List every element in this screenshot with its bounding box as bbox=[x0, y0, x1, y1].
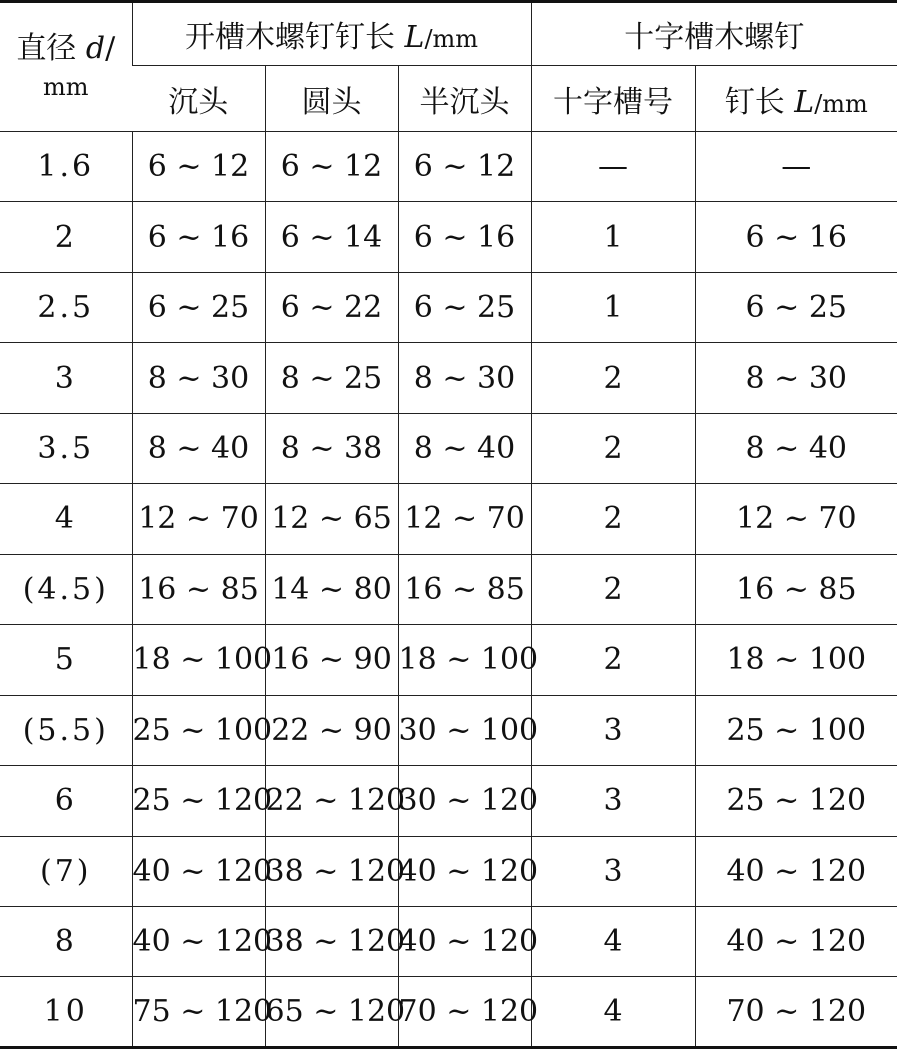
cell-cross-length: 8 ~ 30 bbox=[695, 343, 897, 413]
cell-cross-length: 25 ~ 100 bbox=[695, 695, 897, 765]
cell-cross-length: 18 ~ 100 bbox=[695, 625, 897, 695]
header-diameter-unit: mm bbox=[42, 73, 89, 101]
cell-semi-countersunk: 6 ~ 12 bbox=[398, 132, 531, 202]
header-slotted-group bbox=[132, 2, 531, 66]
header-slotted-label: 开槽木螺钉钉长 bbox=[184, 20, 395, 55]
cell-cross-slot-number: 3 bbox=[531, 836, 695, 906]
cell-diameter: 2.5 bbox=[0, 272, 132, 342]
cell-cross-length: 6 ~ 25 bbox=[695, 272, 897, 342]
cell-countersunk: 6 ~ 12 bbox=[132, 132, 265, 202]
cell-round: 8 ~ 38 bbox=[265, 413, 398, 483]
cell-round: 22 ~ 90 bbox=[265, 695, 398, 765]
cell-semi-countersunk: 70 ~ 120 bbox=[398, 977, 531, 1048]
cell-semi-countersunk: 8 ~ 40 bbox=[398, 413, 531, 483]
table-row bbox=[0, 625, 897, 695]
header-cross-group bbox=[531, 2, 897, 66]
cell-semi-countersunk: 8 ~ 30 bbox=[398, 343, 531, 413]
cell-diameter: 8 bbox=[0, 906, 132, 976]
cell-cross-length: 25 ~ 120 bbox=[695, 766, 897, 836]
header-diameter: 直径 d/ mm bbox=[0, 2, 132, 132]
cell-diameter: 1.6 bbox=[0, 132, 132, 202]
cell-round: 16 ~ 90 bbox=[265, 625, 398, 695]
cell-cross-length: 16 ~ 85 bbox=[695, 554, 897, 624]
cell-round: 22 ~ 120 bbox=[265, 766, 398, 836]
header-cross-slot-number: 十字槽号 bbox=[531, 66, 695, 132]
cell-cross-slot-number: 2 bbox=[531, 343, 695, 413]
header-cross-length-label: 钉长 bbox=[724, 84, 785, 120]
cell-diameter: 2 bbox=[0, 202, 132, 272]
cell-cross-slot-number: 2 bbox=[531, 625, 695, 695]
cell-cross-length: — bbox=[695, 132, 897, 202]
cell-countersunk: 8 ~ 30 bbox=[132, 343, 265, 413]
cell-countersunk: 75 ~ 120 bbox=[132, 977, 265, 1048]
cell-round: 65 ~ 120 bbox=[265, 977, 398, 1048]
cell-cross-length: 40 ~ 120 bbox=[695, 836, 897, 906]
header-round: 圆头 bbox=[265, 66, 398, 132]
cell-semi-countersunk: 30 ~ 120 bbox=[398, 766, 531, 836]
table-row bbox=[0, 977, 897, 1048]
cell-semi-countersunk: 16 ~ 85 bbox=[398, 554, 531, 624]
cell-round: 38 ~ 120 bbox=[265, 836, 398, 906]
cell-cross-slot-number: 3 bbox=[531, 695, 695, 765]
table-row bbox=[0, 836, 897, 906]
cell-cross-slot-number: 4 bbox=[531, 906, 695, 976]
table-row bbox=[0, 766, 897, 836]
header-cross-length-unit: /mm bbox=[814, 89, 868, 118]
cell-diameter: (4.5) bbox=[0, 554, 132, 624]
cell-semi-countersunk: 40 ~ 120 bbox=[398, 906, 531, 976]
cell-semi-countersunk: 40 ~ 120 bbox=[398, 836, 531, 906]
cell-cross-slot-number: 1 bbox=[531, 202, 695, 272]
cell-diameter: (7) bbox=[0, 836, 132, 906]
cell-cross-length: 12 ~ 70 bbox=[695, 484, 897, 554]
table-row bbox=[0, 132, 897, 202]
header-cross-length bbox=[695, 66, 897, 132]
cell-cross-slot-number: 4 bbox=[531, 977, 695, 1048]
cell-round: 12 ~ 65 bbox=[265, 484, 398, 554]
cell-round: 8 ~ 25 bbox=[265, 343, 398, 413]
cell-countersunk: 6 ~ 16 bbox=[132, 202, 265, 272]
cell-countersunk: 25 ~ 100 bbox=[132, 695, 265, 765]
cell-semi-countersunk: 6 ~ 25 bbox=[398, 272, 531, 342]
cell-cross-slot-number: 1 bbox=[531, 272, 695, 342]
header-diameter-label: 直径 bbox=[16, 30, 77, 66]
cell-semi-countersunk: 30 ~ 100 bbox=[398, 695, 531, 765]
cell-diameter: 5 bbox=[0, 625, 132, 695]
table-row bbox=[0, 343, 897, 413]
cell-countersunk: 12 ~ 70 bbox=[132, 484, 265, 554]
header-slotted-unit: /mm bbox=[424, 25, 479, 53]
cell-diameter: 6 bbox=[0, 766, 132, 836]
table-row bbox=[0, 906, 897, 976]
cell-diameter: 10 bbox=[0, 977, 132, 1048]
table-row bbox=[0, 202, 897, 272]
table-body bbox=[0, 132, 897, 1048]
table-row bbox=[0, 272, 897, 342]
table-row bbox=[0, 413, 897, 483]
cell-diameter: 4 bbox=[0, 484, 132, 554]
cell-round: 14 ~ 80 bbox=[265, 554, 398, 624]
cell-semi-countersunk: 12 ~ 70 bbox=[398, 484, 531, 554]
cell-cross-length: 8 ~ 40 bbox=[695, 413, 897, 483]
table-row bbox=[0, 554, 897, 624]
header-cross-label: 十字槽木螺钉 bbox=[624, 20, 805, 55]
cell-cross-slot-number: 3 bbox=[531, 766, 695, 836]
cell-semi-countersunk: 18 ~ 100 bbox=[398, 625, 531, 695]
cell-cross-slot-number: 2 bbox=[531, 554, 695, 624]
cell-countersunk: 16 ~ 85 bbox=[132, 554, 265, 624]
cell-round: 6 ~ 22 bbox=[265, 272, 398, 342]
cell-countersunk: 25 ~ 120 bbox=[132, 766, 265, 836]
table-row bbox=[0, 484, 897, 554]
cell-cross-slot-number: — bbox=[531, 132, 695, 202]
cell-countersunk: 8 ~ 40 bbox=[132, 413, 265, 483]
cell-round: 6 ~ 12 bbox=[265, 132, 398, 202]
cell-cross-length: 70 ~ 120 bbox=[695, 977, 897, 1048]
cell-countersunk: 6 ~ 25 bbox=[132, 272, 265, 342]
header-diameter-var: d bbox=[85, 30, 106, 66]
header-semi-countersunk: 半沉头 bbox=[398, 66, 531, 132]
cell-diameter: (5.5) bbox=[0, 695, 132, 765]
header-slotted-var: L bbox=[404, 20, 425, 55]
cell-cross-length: 6 ~ 16 bbox=[695, 202, 897, 272]
cell-countersunk: 40 ~ 120 bbox=[132, 906, 265, 976]
cell-countersunk: 18 ~ 100 bbox=[132, 625, 265, 695]
cell-round: 38 ~ 120 bbox=[265, 906, 398, 976]
cell-diameter: 3.5 bbox=[0, 413, 132, 483]
cell-cross-slot-number: 2 bbox=[531, 484, 695, 554]
cell-round: 6 ~ 14 bbox=[265, 202, 398, 272]
table-row bbox=[0, 695, 897, 765]
cell-diameter: 3 bbox=[0, 343, 132, 413]
cell-cross-slot-number: 2 bbox=[531, 413, 695, 483]
header-cross-length-var: L bbox=[794, 84, 815, 120]
cell-semi-countersunk: 6 ~ 16 bbox=[398, 202, 531, 272]
cell-cross-length: 40 ~ 120 bbox=[695, 906, 897, 976]
cell-countersunk: 40 ~ 120 bbox=[132, 836, 265, 906]
header-countersunk: 沉头 bbox=[132, 66, 265, 132]
